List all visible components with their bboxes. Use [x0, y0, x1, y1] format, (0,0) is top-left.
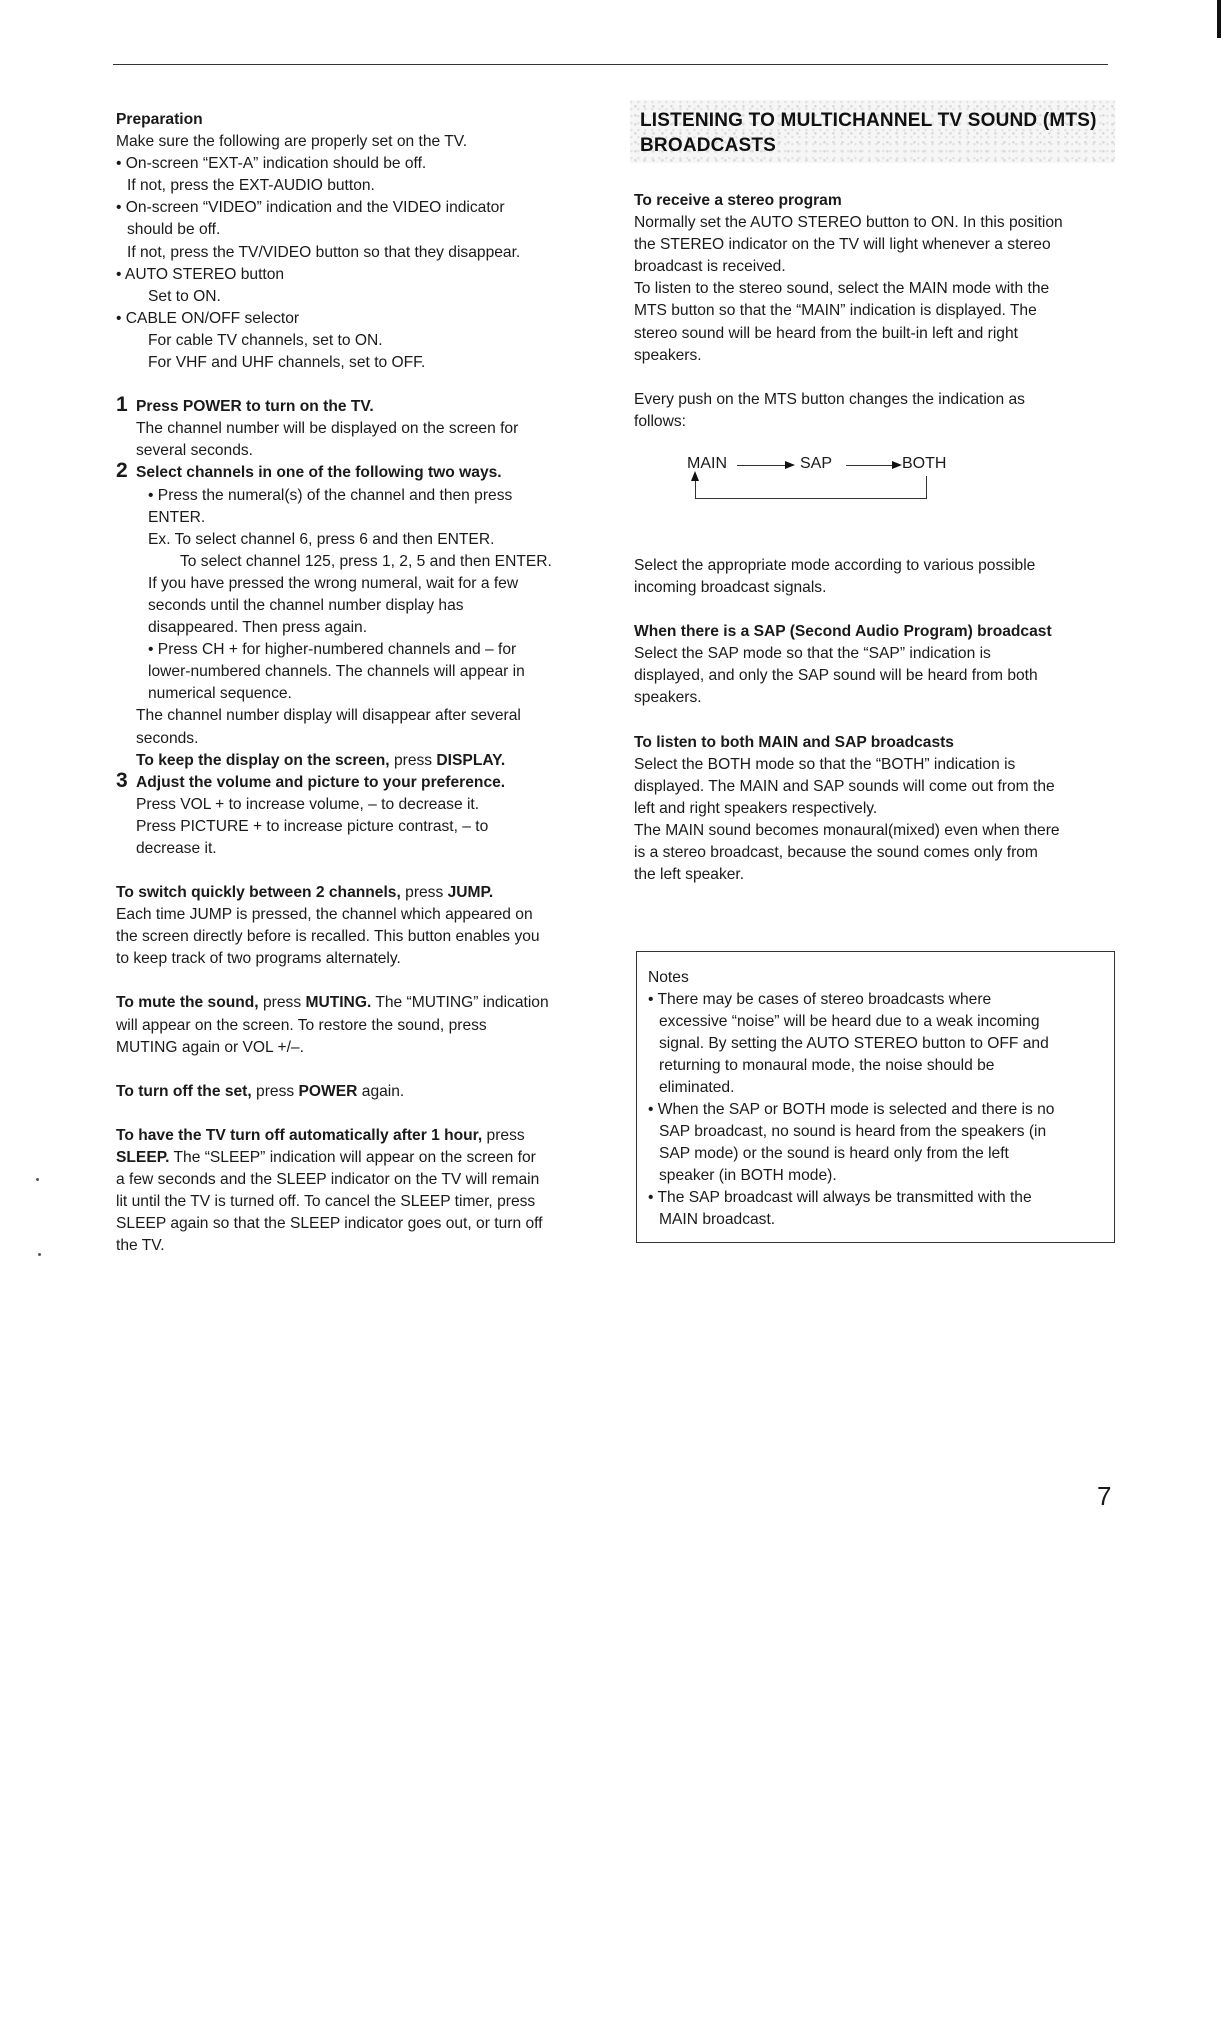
step-3-number: 3: [116, 768, 128, 792]
prep-item-ext-a: • On-screen “EXT-A” indication should be off.: [116, 155, 427, 173]
step-2-text: ENTER.: [148, 508, 206, 526]
note-item: speaker (in BOTH mode).: [659, 1167, 837, 1184]
jump-text: to keep track of two programs alternately.: [116, 950, 401, 968]
step-2-title: Select channels in one of the following two ways.: [136, 464, 502, 482]
step-3: [116, 768, 601, 860]
section-banner: [630, 100, 1115, 163]
power-off-heading: To turn off the set, press POWER again.: [116, 1082, 405, 1100]
step-1-number: 1: [116, 393, 128, 417]
note-item: • There may be cases of stereo broadcasts where: [648, 991, 992, 1008]
select-mode-text: Select the appropriate mode according to various possible: [634, 556, 1036, 574]
stereo-text: Normally set the AUTO STEREO button to ON. In this position: [634, 214, 1063, 232]
page-edge-mark: [1217, 0, 1221, 38]
both-text: The MAIN sound becomes monaural(mixed) even when there: [634, 821, 1060, 839]
mute-text: will appear on the screen. To restore the sound, press: [116, 1016, 487, 1034]
select-mode-text: incoming broadcast signals.: [634, 579, 827, 597]
note-item: SAP broadcast, no sound is heard from the speakers (in: [659, 1123, 1047, 1140]
step-3-text: Press VOL + to increase volume, – to decrease it.: [136, 795, 480, 813]
step-2-display-tip: To keep the display on the screen, press DISPLAY.: [136, 751, 506, 769]
both-heading: To listen to both MAIN and SAP broadcasts: [634, 733, 954, 751]
page-number: 7: [1097, 1481, 1112, 1511]
both-text: is a stereo broadcast, because the sound comes only from: [634, 843, 1038, 861]
jump-text: the screen directly before is recalled. This button enables you: [116, 928, 540, 946]
step-3-title: Adjust the volume and picture to your preference.: [136, 773, 506, 791]
diagram-both-label: BOTH: [902, 454, 947, 472]
prep-item-cable-note2: For VHF and UHF channels, set to OFF.: [148, 354, 426, 372]
mute-text: MUTING again or VOL +/–.: [116, 1038, 304, 1056]
sleep-text: a few seconds and the SLEEP indicator on the TV will remain: [116, 1171, 540, 1189]
prep-item-auto-stereo: • AUTO STEREO button: [116, 265, 285, 283]
diagram-main-label: MAIN: [687, 454, 727, 472]
step-2-text: To select channel 125, press 1, 2, 5 and then ENTER.: [180, 552, 552, 570]
step-1-text: The channel number will be displayed on the screen for: [136, 420, 519, 438]
both-text: left and right speakers respectively.: [634, 799, 878, 817]
header-rule: [113, 64, 1108, 65]
notes-box: [636, 951, 1115, 1243]
step-2-text: seconds until the channel number display has: [148, 596, 464, 614]
prep-item-video-cont: should be off.: [127, 221, 221, 239]
diagram-arrow-main-sap: [737, 465, 789, 466]
prep-item-video-note: If not, press the TV/VIDEO button so that they disappear.: [127, 243, 521, 261]
mts-cycle-diagram: [634, 453, 1114, 533]
prep-item-cable: • CABLE ON/OFF selector: [116, 309, 300, 327]
note-item: MAIN broadcast.: [659, 1211, 776, 1228]
note-item: excessive “noise” will be heard due to a weak incoming: [659, 1013, 1040, 1030]
step-1: [116, 393, 601, 462]
sleep-text: lit until the TV is turned off. To cancel the SLEEP timer, press: [116, 1193, 536, 1211]
stereo-text: the STEREO indicator on the TV will light whenever a stereo: [634, 236, 1051, 254]
both-text: displayed. The MAIN and SAP sounds will come out from the: [634, 777, 1055, 795]
diagram-return-line: [926, 476, 927, 498]
sleep-text: SLEEP again so that the SLEEP indicator goes out, or turn off: [116, 1215, 543, 1233]
mts-push-text: follows:: [634, 412, 686, 430]
stereo-text: MTS button so that the “MAIN” indication is displayed. The: [634, 302, 1037, 320]
step-2-text: If you have pressed the wrong numeral, wait for a few: [148, 574, 519, 592]
prep-item-ext-a-note: If not, press the EXT-AUDIO button.: [127, 177, 375, 195]
step-3-text: Press PICTURE + to increase picture contrast, – to: [136, 817, 489, 835]
scan-speck: [36, 1178, 39, 1181]
diagram-sap-label: SAP: [800, 454, 833, 472]
sleep-text: the TV.: [116, 1237, 165, 1255]
step-2-number: 2: [116, 459, 128, 483]
right-column: [634, 190, 1114, 886]
step-2: [116, 459, 601, 771]
stereo-heading: To receive a stereo program: [634, 192, 842, 209]
stereo-text: speakers.: [634, 346, 702, 364]
sap-text: displayed, and only the SAP sound will be heard from both: [634, 667, 1038, 685]
scan-speck: [38, 1253, 41, 1256]
preparation-intro: Make sure the following are properly set on the TV.: [116, 133, 468, 151]
note-item: signal. By setting the AUTO STEREO button to OFF and: [659, 1035, 1049, 1052]
step-2-text: disappeared. Then press again.: [148, 619, 368, 637]
step-2-text: numerical sequence.: [148, 685, 292, 703]
step-3-text: decrease it.: [136, 840, 217, 857]
step-1-title: Press POWER to turn on the TV.: [136, 398, 374, 416]
arrowhead-icon: [785, 461, 795, 469]
sap-heading: When there is a SAP (Second Audio Program) broadcast: [634, 623, 1052, 641]
prep-item-cable-note1: For cable TV channels, set to ON.: [148, 331, 383, 349]
both-text: the left speaker.: [634, 866, 745, 884]
sleep-text: SLEEP. The “SLEEP” indication will appear on the screen for: [116, 1148, 536, 1166]
preparation-heading: Preparation: [116, 111, 203, 128]
arrowhead-up-icon: [691, 471, 699, 481]
note-item: returning to monaural mode, the noise should be: [659, 1057, 995, 1074]
sleep-heading: To have the TV turn off automatically after 1 hour, press: [116, 1126, 525, 1144]
mts-push-text: Every push on the MTS button changes the indication as: [634, 390, 1025, 408]
stereo-text: To listen to the stereo sound, select the MAIN mode with the: [634, 280, 1050, 298]
prep-item-video: • On-screen “VIDEO” indication and the VIDEO indicator: [116, 199, 505, 217]
note-item: • The SAP broadcast will always be transmitted with the: [648, 1189, 1032, 1206]
left-column: [116, 109, 601, 1257]
section-title: LISTENING TO MULTICHANNEL TV SOUND (MTS): [640, 110, 1097, 131]
note-item: SAP mode) or the sound is heard only from the left: [659, 1145, 1009, 1162]
prep-item-auto-stereo-note: Set to ON.: [148, 287, 221, 305]
stereo-text: stereo sound will be heard from the built-in left and right: [634, 324, 1018, 342]
section-title-cont: BROADCASTS: [640, 135, 777, 156]
note-item: • When the SAP or BOTH mode is selected and there is no: [648, 1101, 1055, 1118]
sap-text: Select the SAP mode so that the “SAP” indication is: [634, 645, 991, 663]
diagram-arrow-sap-both: [846, 465, 896, 466]
step-2-text: • Press CH + for higher-numbered channels and – for: [148, 641, 517, 659]
stereo-text: broadcast is received.: [634, 258, 786, 276]
jump-heading: To switch quickly between 2 channels, press JUMP.: [116, 884, 494, 902]
step-2-text: lower-numbered channels. The channels will appear in: [148, 663, 525, 681]
jump-text: Each time JUMP is pressed, the channel which appeared on: [116, 906, 533, 924]
step-2-text: The channel number display will disappear after several: [136, 707, 521, 725]
both-text: Select the BOTH mode so that the “BOTH” indication is: [634, 755, 1016, 773]
step-2-text: Ex. To select channel 6, press 6 and then ENTER.: [148, 530, 495, 548]
mute-heading: To mute the sound, press MUTING. The “MUTING” indication: [116, 994, 549, 1012]
step-1-text: several seconds.: [136, 442, 254, 460]
sap-text: speakers.: [634, 689, 702, 707]
note-item: eliminated.: [659, 1079, 735, 1096]
step-2-text: • Press the numeral(s) of the channel and then press: [148, 486, 513, 504]
notes-heading: Notes: [648, 969, 689, 986]
diagram-return-line: [695, 498, 927, 499]
step-2-text: seconds.: [136, 729, 199, 747]
arrowhead-icon: [892, 461, 902, 469]
